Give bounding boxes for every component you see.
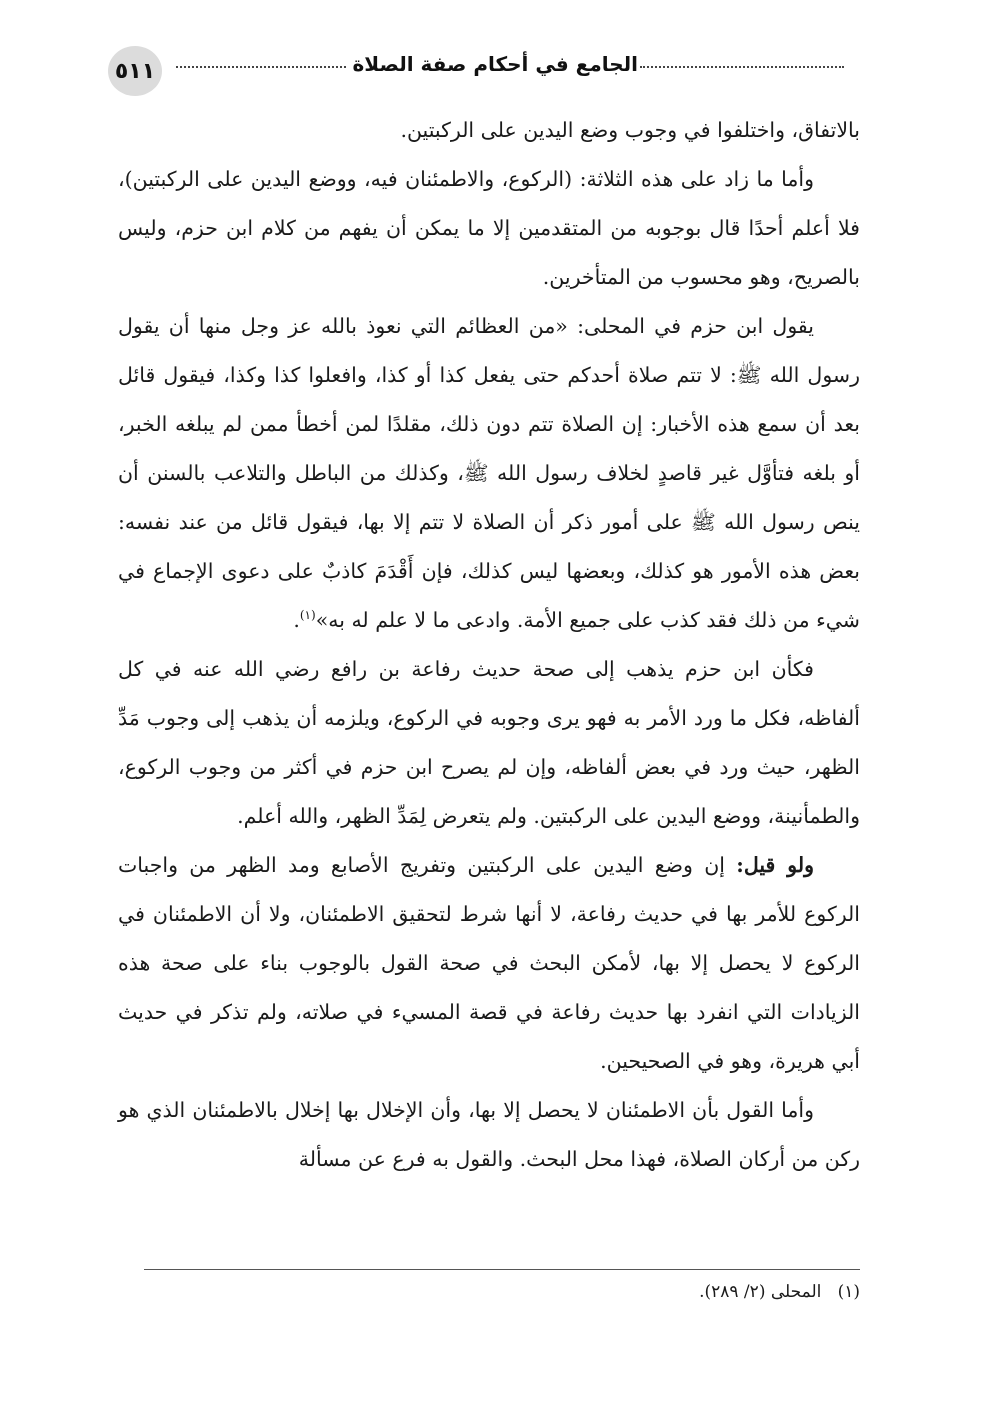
footnote-number: (١): [837, 1282, 860, 1302]
paragraph-3-quote: [118, 302, 860, 645]
paragraph-4: فكأن ابن حزم يذهب إلى صحة حديث رفاعة بن رافع رضي الله عنه في كل ألفاظه، فكل ما ورد الأمر به فهو يرى وجوبه في الركوع، ويلزمه أن يذهب إلى وجوب مَدِّ الظهر، حيث ورد في بعض ألفاظه، وإن لم يصرح ابن حزم في أكثر من وجوب الركوع، والطمأنينة، ووضع اليدين على الركبتين. ولم يتعرض لِمَدِّ الظهر، والله أعلم.: [118, 657, 860, 828]
paragraph-6: وأما القول بأن الاطمئنان لا يحصل إلا بها، وأن الإخلال بها إخلال بالاطمئنان الذي هو ركن من أركان الصلاة، فهذا محل البحث. والقول به فرع عن مسألة: [118, 1098, 860, 1171]
footnote-text: المحلى (٢/ ٢٨٩).: [699, 1282, 822, 1302]
footnote-separator: [144, 1269, 860, 1270]
main-text: [118, 106, 860, 1184]
paragraph-2: وأما ما زاد على هذه الثلاثة: (الركوع، والاطمئنان فيه، ووضع اليدين على الركبتين)، فلا أعلم أحدًا قال بوجوبه من المتقدمين إلا ما يمكن أن يفهم من كلام ابن حزم، وليس بالصريح، وهو محسوب من المتأخرين.: [118, 167, 860, 289]
ibn-hazm-quote: يقول ابن حزم في المحلى: «من العظائم التي نعوذ بالله عز وجل منها أن يقول رسول الله ﷺ: لا تتم صلاة أحدكم حتى يفعل كذا أو كذا، وافعلوا كذا وكذا، فيقول قائل بعد أن سمع هذه الأخبار: إن الصلاة تتم دون ذلك، مقلدًا لمن أخطأ ممن لم يبلغه الخبر، أو بلغه فتأوَّل غير قاصدٍ لخلاف رسول الله ﷺ، وكذلك من الباطل والتلاعب بالسنن أن ينص رسول الله ﷺ على أمور ذكر أن الصلاة لا تتم إلا بها، فيقول قائل من عند نفسه: بعض هذه الأمور هو كذلك، وبعضها ليس كذلك، فإن أَقْدَمَ كاذبٌ على دعوى الإجماع في شيء من ذلك فقد كذب على جميع الأمة. وادعى ما لا علم له به»: [118, 314, 860, 632]
footnote-reference[interactable]: (١): [299, 608, 316, 623]
page-number-badge: ٥١١: [108, 46, 162, 96]
footnote: [144, 1274, 860, 1310]
quote-tail: .: [293, 608, 300, 632]
header-dotted-leader-left: [176, 66, 346, 68]
header-dotted-leader-right: [640, 66, 844, 68]
paragraph-1: بالاتفاق، واختلفوا في وجوب وضع اليدين على الركبتين.: [400, 118, 860, 142]
page-header: [108, 42, 844, 98]
running-title: الجامع في أحكام صفة الصلاة: [352, 52, 638, 76]
paragraph-5-body: إن وضع اليدين على الركبتين وتفريج الأصابع ومد الظهر من واجبات الركوع للأمر بها في حديث رفاعة، لا أنها شرط لتحقيق الاطمئنان، ولا أن الاطمئنان في الركوع لا يحصل إلا بها، لأمكن البحث في صحة القول بالوجوب بناء على صحة هذه الزيادات التي انفرد بها حديث رفاعة في قصة المسيء في صلاته، ولم تذكر في حديث أبي هريرة، وهو في الصحيحين.: [118, 853, 860, 1073]
paragraph-lead-phrase: ولو قيل:: [736, 853, 814, 877]
paragraph-5: [118, 841, 860, 1086]
